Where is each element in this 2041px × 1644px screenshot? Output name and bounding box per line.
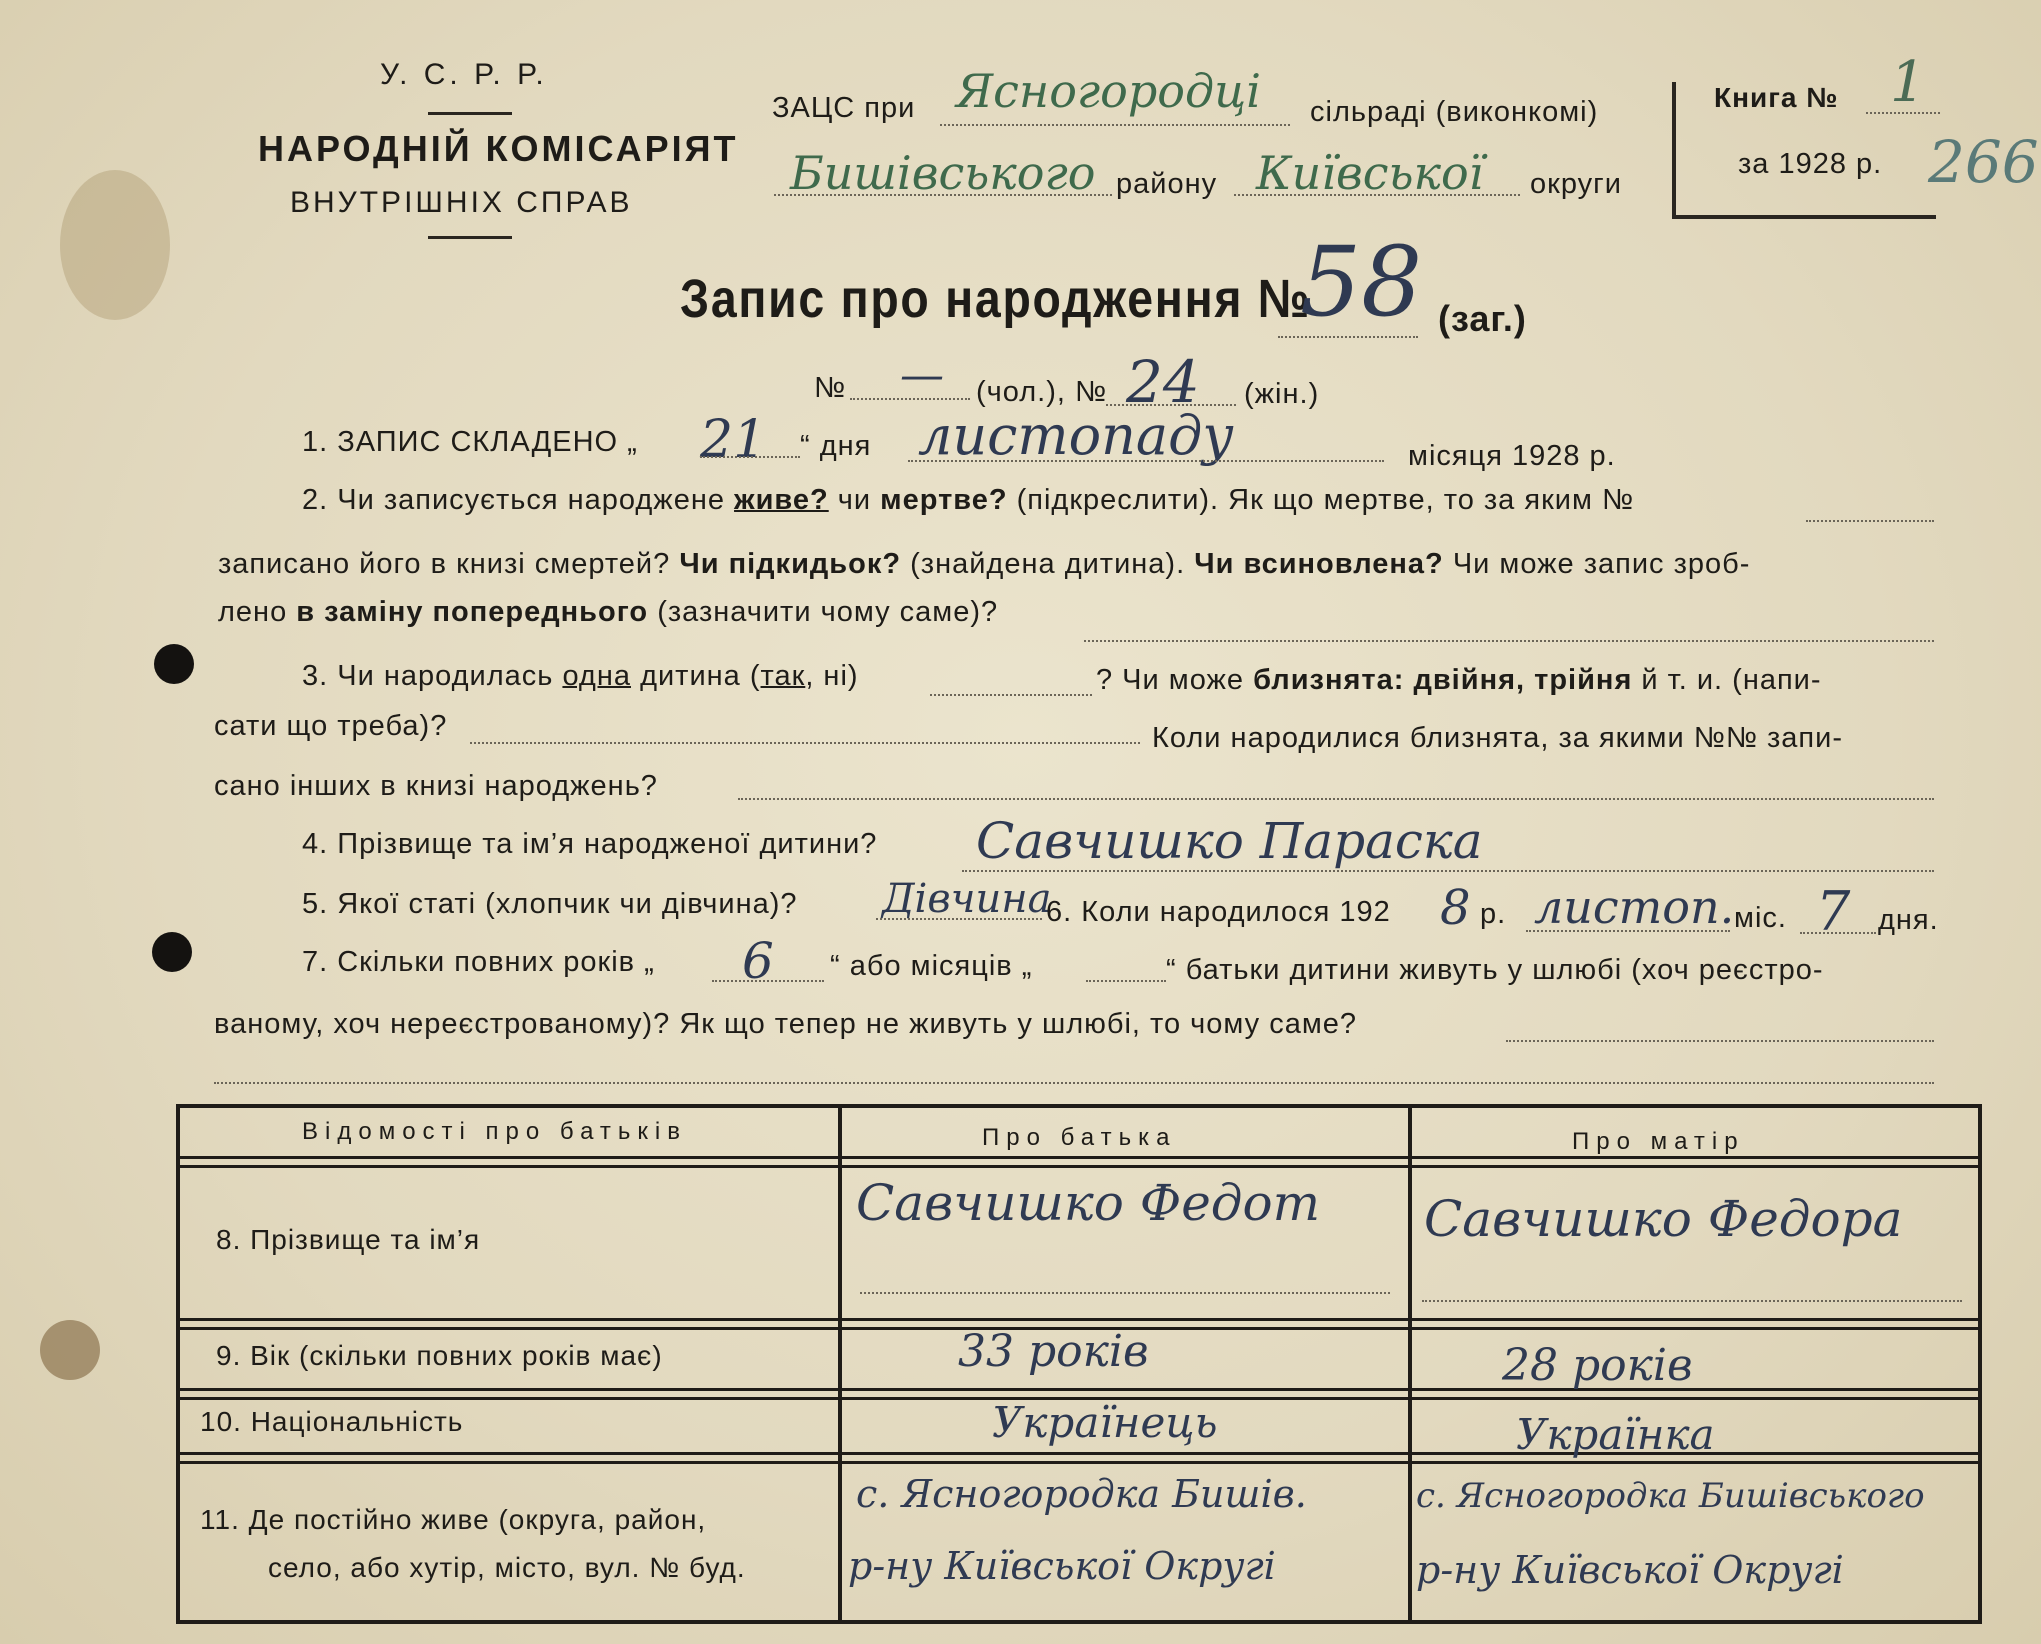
village-value: Ясногородці: [956, 64, 1261, 118]
q3-text-a: 3. Чи народилась: [302, 660, 554, 692]
q3-line1-right: [1096, 664, 1822, 697]
q6-label: 6. Коли народилося 192: [1046, 896, 1391, 928]
district-label: району: [1116, 168, 1218, 200]
q3-yes: так: [760, 660, 806, 692]
village-council-label: сільраді (виконкомі): [1310, 96, 1599, 128]
father-residence-2: р-ну Київської Округі: [848, 1544, 1276, 1588]
q2-dead-option: мертве?: [880, 484, 1008, 516]
table-col-rule: [1408, 1108, 1412, 1620]
q3-line2a: сати що треба)?: [214, 710, 448, 742]
header-rule: [428, 236, 512, 239]
q6-month: листоп.: [1534, 880, 1735, 934]
q7-months-line: [1086, 980, 1166, 982]
q7-months-label: “ або місяців „: [830, 950, 1033, 982]
q3-line1-fill: [930, 694, 1092, 696]
q7-label: 7. Скільки повних років „: [302, 946, 655, 978]
punch-hole: [152, 932, 192, 972]
book-label: Книга №: [1714, 82, 1839, 113]
male-number-line: [850, 398, 970, 400]
female-label: (жін.): [1244, 378, 1320, 410]
q2-line1: [302, 484, 1634, 517]
q4-label: 4. Прізвище та ім’я народженої дитини?: [302, 828, 878, 860]
row-residence-label-2: село, або хутір, місто, вул. № буд.: [268, 1552, 746, 1583]
q2-text-f: Чи може запис зроб-: [1452, 548, 1751, 580]
paper-stain: [40, 1320, 100, 1380]
father-nationality: Українець: [992, 1398, 1218, 1447]
table-header-rule: [180, 1156, 1978, 1168]
q6-month-label: міс.: [1734, 902, 1787, 934]
parents-table: [176, 1104, 1982, 1624]
q3-line1: [302, 660, 859, 693]
district-field-line: [774, 194, 1112, 196]
q7-years: 6: [742, 932, 774, 990]
mother-age: 28 років: [1502, 1340, 1693, 1391]
q4-child-name: Савчишко Параска: [976, 812, 1483, 870]
village-field-line: [940, 124, 1290, 126]
registry-prefix: ЗАЦС при: [772, 92, 916, 124]
header-father: Про батька: [982, 1124, 1177, 1151]
q2-line3: [218, 596, 998, 629]
mother-nationality: Українка: [1516, 1410, 1715, 1459]
q2-replacement: в заміну попереднього: [296, 596, 649, 628]
q2-adopted: Чи всиновлена?: [1194, 548, 1444, 580]
father-name-line: [860, 1292, 1390, 1294]
father-age: 33 років: [958, 1326, 1149, 1377]
q6-day-label: дня.: [1878, 904, 1939, 936]
mother-name: Савчишко Федора: [1424, 1190, 1903, 1248]
ussr-label: У. С. Р. Р.: [380, 58, 548, 91]
q7-line2-fill: [1506, 1040, 1934, 1042]
row-residence-label-1: 11. Де постійно живе (округа, район,: [200, 1504, 707, 1535]
okrug-label: округи: [1530, 168, 1622, 200]
q3-text-c: , ні): [805, 660, 859, 692]
mother-name-line: [1422, 1300, 1962, 1302]
q2-text-b: чи: [837, 484, 872, 516]
table-col-rule: [838, 1108, 842, 1620]
q2-line3-fill: [1084, 640, 1934, 642]
q6-day: 7: [1816, 880, 1851, 943]
q6-day-line: [1800, 932, 1876, 934]
q4-line: [962, 870, 1934, 872]
record-title: Запис про народження №: [680, 269, 1312, 329]
record-number-line: [1278, 336, 1418, 338]
q3-text-e: й т. и. (напи-: [1641, 664, 1822, 696]
q3-text-d: ? Чи може: [1096, 664, 1245, 696]
q2-foundling: Чи підкидьок?: [679, 548, 902, 580]
q7-years-line: [712, 980, 824, 982]
male-number-value: —: [900, 350, 944, 401]
record-number: 58: [1300, 226, 1423, 338]
q6-year-suffix: р.: [1480, 898, 1507, 930]
okrug-field-line: [1234, 194, 1520, 196]
q1-label: 1. ЗАПИС СКЛАДЕНО „: [302, 426, 638, 458]
q2-text-h: (зазначити чому саме)?: [657, 596, 999, 628]
father-name: Савчишко Федот: [856, 1174, 1320, 1232]
male-label: (чол.), №: [976, 376, 1108, 408]
q7-line3-fill: [214, 1082, 1934, 1084]
row-name-label: 8. Прізвище та ім’я: [216, 1224, 481, 1255]
father-residence-1: с. Ясногородка Бишів.: [856, 1472, 1307, 1516]
district-value: Бишівського: [790, 146, 1096, 200]
female-number-value: 24: [1126, 348, 1200, 416]
q3-one: одна: [562, 660, 631, 692]
q1-day-label: “ дня: [800, 430, 872, 462]
q2-text-e: (знайдена дитина).: [910, 548, 1186, 580]
paper-stain: [60, 170, 170, 320]
book-year: за 1928 р.: [1738, 148, 1883, 180]
q1-day-line: [700, 456, 800, 458]
q2-live-option: живе?: [734, 484, 829, 516]
q2-line2: [218, 548, 1750, 581]
q7-line2: ваному, хоч нереєстрованому)? Як що тепер не живуть у шлюбі, то чому саме?: [214, 1008, 1358, 1040]
q1-day: 21: [700, 410, 767, 470]
book-number-line: [1866, 112, 1940, 114]
book-number: 1: [1890, 50, 1926, 115]
q3-line3: сано інших в книзі народжень?: [214, 770, 658, 802]
q5-line: [876, 918, 1042, 920]
header-rule: [428, 112, 512, 115]
row-age-label: 9. Вік (скільки повних років має): [216, 1340, 663, 1371]
q3-line3-fill: [738, 798, 1934, 800]
margin-note: 266: [1928, 128, 2039, 196]
q1-month-label: місяця 1928 р.: [1408, 440, 1616, 472]
q2-text-c: (підкреслити). Як що мертве, то за яким №: [1016, 484, 1635, 516]
header-parents-info: Відомості про батьків: [302, 1118, 687, 1145]
record-suffix: (заг.): [1438, 298, 1527, 339]
q6-month-line: [1526, 930, 1730, 932]
q3-text-b: дитина (: [640, 660, 761, 692]
q2-text-d: записано його в книзі смертей?: [218, 548, 671, 580]
okrug-value: Київської: [1256, 146, 1484, 200]
q2-text-a: 2. Чи записується народжене: [302, 484, 725, 516]
mother-residence-2: р-ну Київської Округі: [1416, 1548, 1844, 1592]
q7-marriage-text: “ батьки дитини живуть у шлюбі (хоч реєстро-: [1166, 954, 1824, 986]
q5-label: 5. Якої статі (хлопчик чи дівчина)?: [302, 888, 798, 920]
male-number-label: №: [814, 372, 847, 404]
q5-sex-value: Дівчина: [882, 876, 1052, 922]
ministry-title: НАРОДНІЙ КОМІСАРІЯТ: [258, 128, 739, 169]
q3-twins: близнята: двійня, трійня: [1253, 664, 1633, 696]
header-mother: Про матір: [1572, 1128, 1745, 1155]
ministry-subtitle: ВНУТРІШНІХ СПРАВ: [290, 186, 633, 219]
punch-hole: [154, 644, 194, 684]
row-nationality-label: 10. Національність: [200, 1406, 464, 1437]
mother-residence-1: с. Ясногородка Бишівського: [1416, 1476, 1925, 1516]
q2-text-g: лено: [218, 596, 288, 628]
q1-month-line: [908, 460, 1384, 462]
q6-year-digit: 8: [1440, 880, 1471, 936]
q3-line2b: Коли народилися близнята, за якими №№ запи-: [1152, 722, 1843, 754]
q3-line2-fill: [470, 742, 1140, 744]
q2-line1-fill: [1806, 520, 1934, 522]
q1-month: листопаду: [918, 404, 1234, 467]
